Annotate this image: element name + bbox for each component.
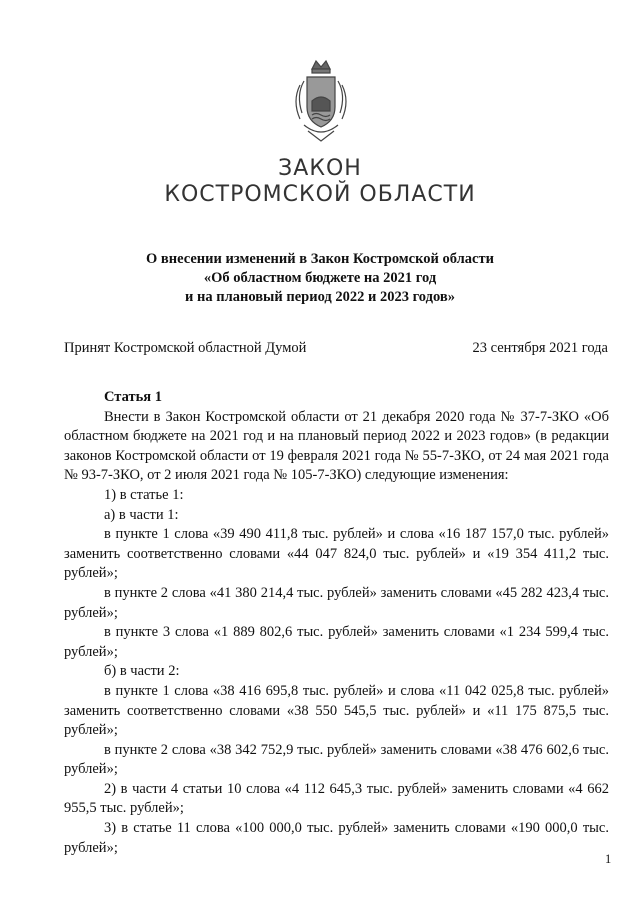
article-paragraph: Внести в Закон Костромской области от 21 декабря 2020 года № 37-7-ЗКО «Об областном бюджете на 2021 год и на плановый период 2022 и 2023 годов» (в редакции законов Костромской области от 19 февраля 2021 года № 55-7-ЗКО, от 24 мая 2021 года № 93-7-ЗКО, от 2 июля 2021 года № 105-7-ЗКО) следующие изменения: — [64, 408, 609, 484]
document-heading — [0, 250, 640, 307]
adopted-by: Принят Костромской областной Думой — [64, 340, 307, 356]
heading-line-1: О внесении изменений в Закон Костромской области — [146, 251, 494, 267]
article-paragraph: 3) в статье 11 слова «100 000,0 тыс. рублей» заменить словами «190 000,0 тыс. рублей»; — [64, 820, 609, 856]
law-region-title: КОСТРОМСКОЙ ОБЛАСТИ — [164, 182, 476, 207]
article-body — [64, 388, 609, 858]
article-paragraph: б) в части 2: — [104, 663, 180, 680]
article-paragraph: в пункте 1 слова «39 490 411,8 тыс. рублей» и слова «16 187 157,0 тыс. рублей» заменить соответственно словами «44 047 824,0 тыс. рублей» и «19 354 411,2 тыс. рублей»; — [64, 526, 609, 582]
page-number: 1 — [605, 852, 612, 866]
article-paragraph: в пункте 2 слова «38 342 752,9 тыс. рублей» заменить словами «38 476 602,6 тыс. рублей»; — [64, 741, 609, 778]
article-paragraph: 1) в статье 1: — [104, 486, 184, 503]
heading-line-2: «Об областном бюджете на 2021 год — [203, 270, 437, 286]
article-paragraph: в пункте 2 слова «41 380 214,4 тыс. рублей» заменить словами «45 282 423,4 тыс. рублей»; — [64, 584, 609, 621]
heading-line-3: и на плановый период 2022 и 2023 годов» — [185, 289, 455, 305]
article-paragraph: в пункте 3 слова «1 889 802,6 тыс. рублей» заменить словами «1 234 599,4 тыс. рублей»; — [64, 624, 609, 660]
article-paragraph: 2) в части 4 статьи 10 слова «4 112 645,3 тыс. рублей» заменить словами «4 662 955,5 тыс. рублей»; — [64, 780, 609, 817]
article-title: Статья 1 — [104, 389, 162, 405]
article-paragraph: а) в части 1: — [104, 506, 179, 523]
article-paragraph: в пункте 1 слова «38 416 695,8 тыс. рублей» и слова «11 042 025,8 тыс. рублей» заменить соответственно словами «38 550 545,5 тыс. рублей» и «11 175 875,5 тыс. рублей»; — [64, 682, 609, 739]
coat-of-arms-icon — [290, 55, 352, 145]
adoption-date: 23 сентября 2021 года — [472, 340, 608, 356]
law-title: ЗАКОН — [278, 156, 362, 181]
